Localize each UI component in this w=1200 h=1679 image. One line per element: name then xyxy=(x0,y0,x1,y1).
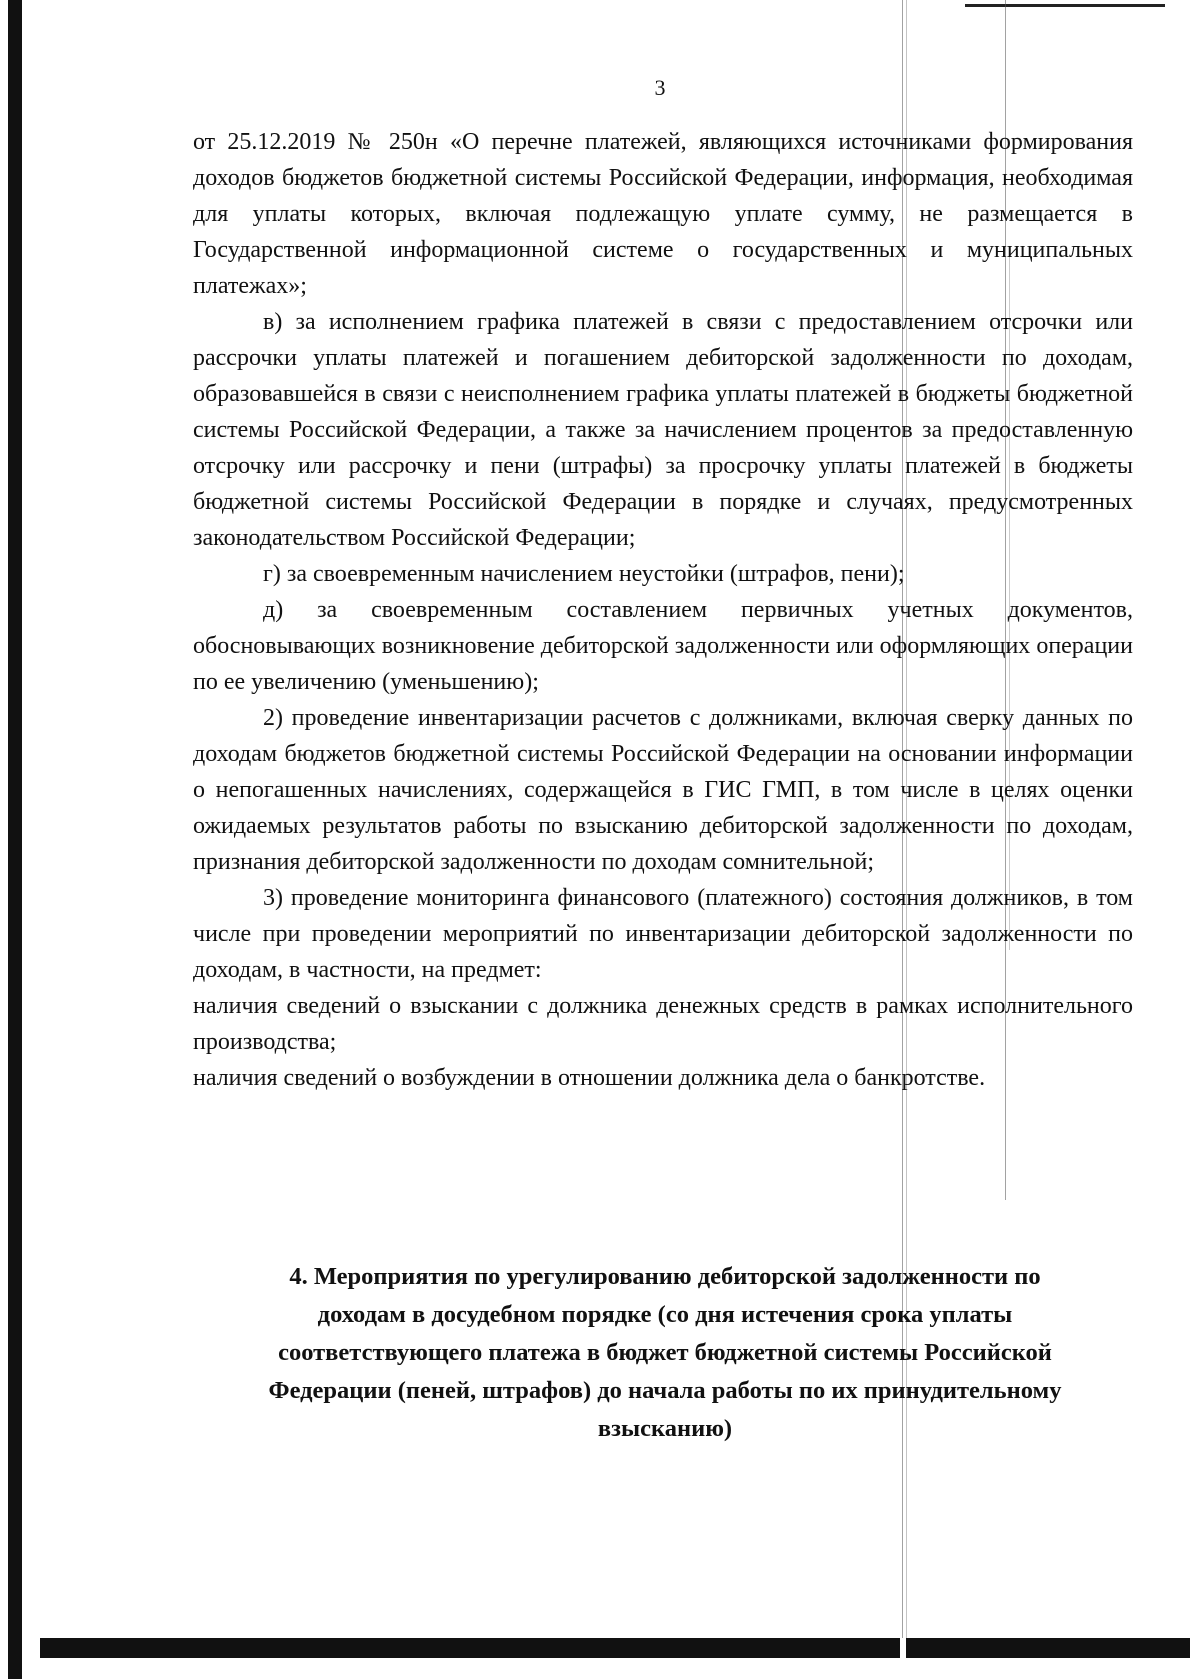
document-body xyxy=(193,124,1133,1096)
page-number: 3 xyxy=(654,75,666,100)
paragraph-item-g: г) за своевременным начислением неустойки (штрафов, пени); xyxy=(263,561,905,587)
scan-bottom-edge xyxy=(40,1638,1190,1658)
heading-line: 4. Мероприятия по урегулированию дебиторской задолженности по xyxy=(289,1263,1041,1290)
scan-bottom-gap xyxy=(900,1638,906,1658)
heading-line: Федерации (пеней, штрафов) до начала работы по их принудительному xyxy=(268,1377,1062,1404)
paragraph-item-v: в) за исполнением графика платежей в связи с предоставлением отсрочки или рассрочки уплаты платежей и погашением дебиторской задолженности по доходам, образовавшейся в связи с неисполнением графика уплаты платежей в бюджеты бюджетной системы Российской Федерации, а также за начислением процентов за предоставленную отсрочку или рассрочку и пени (штрафы) за просрочку уплаты платежей в бюджеты бюджетной системы Российской Федерации в порядке и случаях, предусмотренных законодательством Российской Федерации; xyxy=(193,309,1133,551)
scan-left-edge xyxy=(8,0,22,1679)
paragraph-subitem-enforcement: наличия сведений о взыскании с должника денежных средств в рамках исполнительного производства; xyxy=(193,993,1133,1055)
paragraph-subitem-bankruptcy: наличия сведений о возбуждении в отношении должника дела о банкротстве. xyxy=(193,1065,986,1091)
paragraph-continuation: от 25.12.2019 № 250н «О перечне платежей, являющихся источниками формирования доходов бюджетов бюджетной системы Российской Федерации, информация, необходимая для уплаты которых, включая подлежащую уплате сумму, не размещается в Государственной информационной системе о государственных и муниципальных платежах»; xyxy=(193,129,1133,299)
paragraph-item-3: 3) проведение мониторинга финансового (платежного) состояния должников, в том числе при проведении мероприятий по инвентаризации дебиторской задолженности по доходам, в частности, на предмет: xyxy=(193,885,1133,983)
paragraph-item-2: 2) проведение инвентаризации расчетов с должниками, включая сверку данных по доходам бюджетов бюджетной системы Российской Федерации на основании информации о непогашенных начислениях, содержащейся в ГИС ГМП, в том числе в целях оценки ожидаемых результатов работы по взысканию дебиторской задолженности по доходам, признания дебиторской задолженности по доходам сомнительной; xyxy=(193,705,1133,875)
heading-line: взысканию) xyxy=(597,1415,733,1442)
scan-top-line xyxy=(965,4,1165,7)
heading-line: доходам в досудебном порядке (со дня истечения срока уплаты xyxy=(317,1301,1013,1328)
heading-line: соответствующего платежа в бюджет бюджетной системы Российской xyxy=(278,1339,1052,1366)
section-heading xyxy=(200,1258,1130,1448)
paragraph-item-d: д) за своевременным составлением первичных учетных документов, обосновывающих возникновение дебиторской задолженности или оформляющих операции по ее увеличению (уменьшению); xyxy=(193,597,1133,695)
